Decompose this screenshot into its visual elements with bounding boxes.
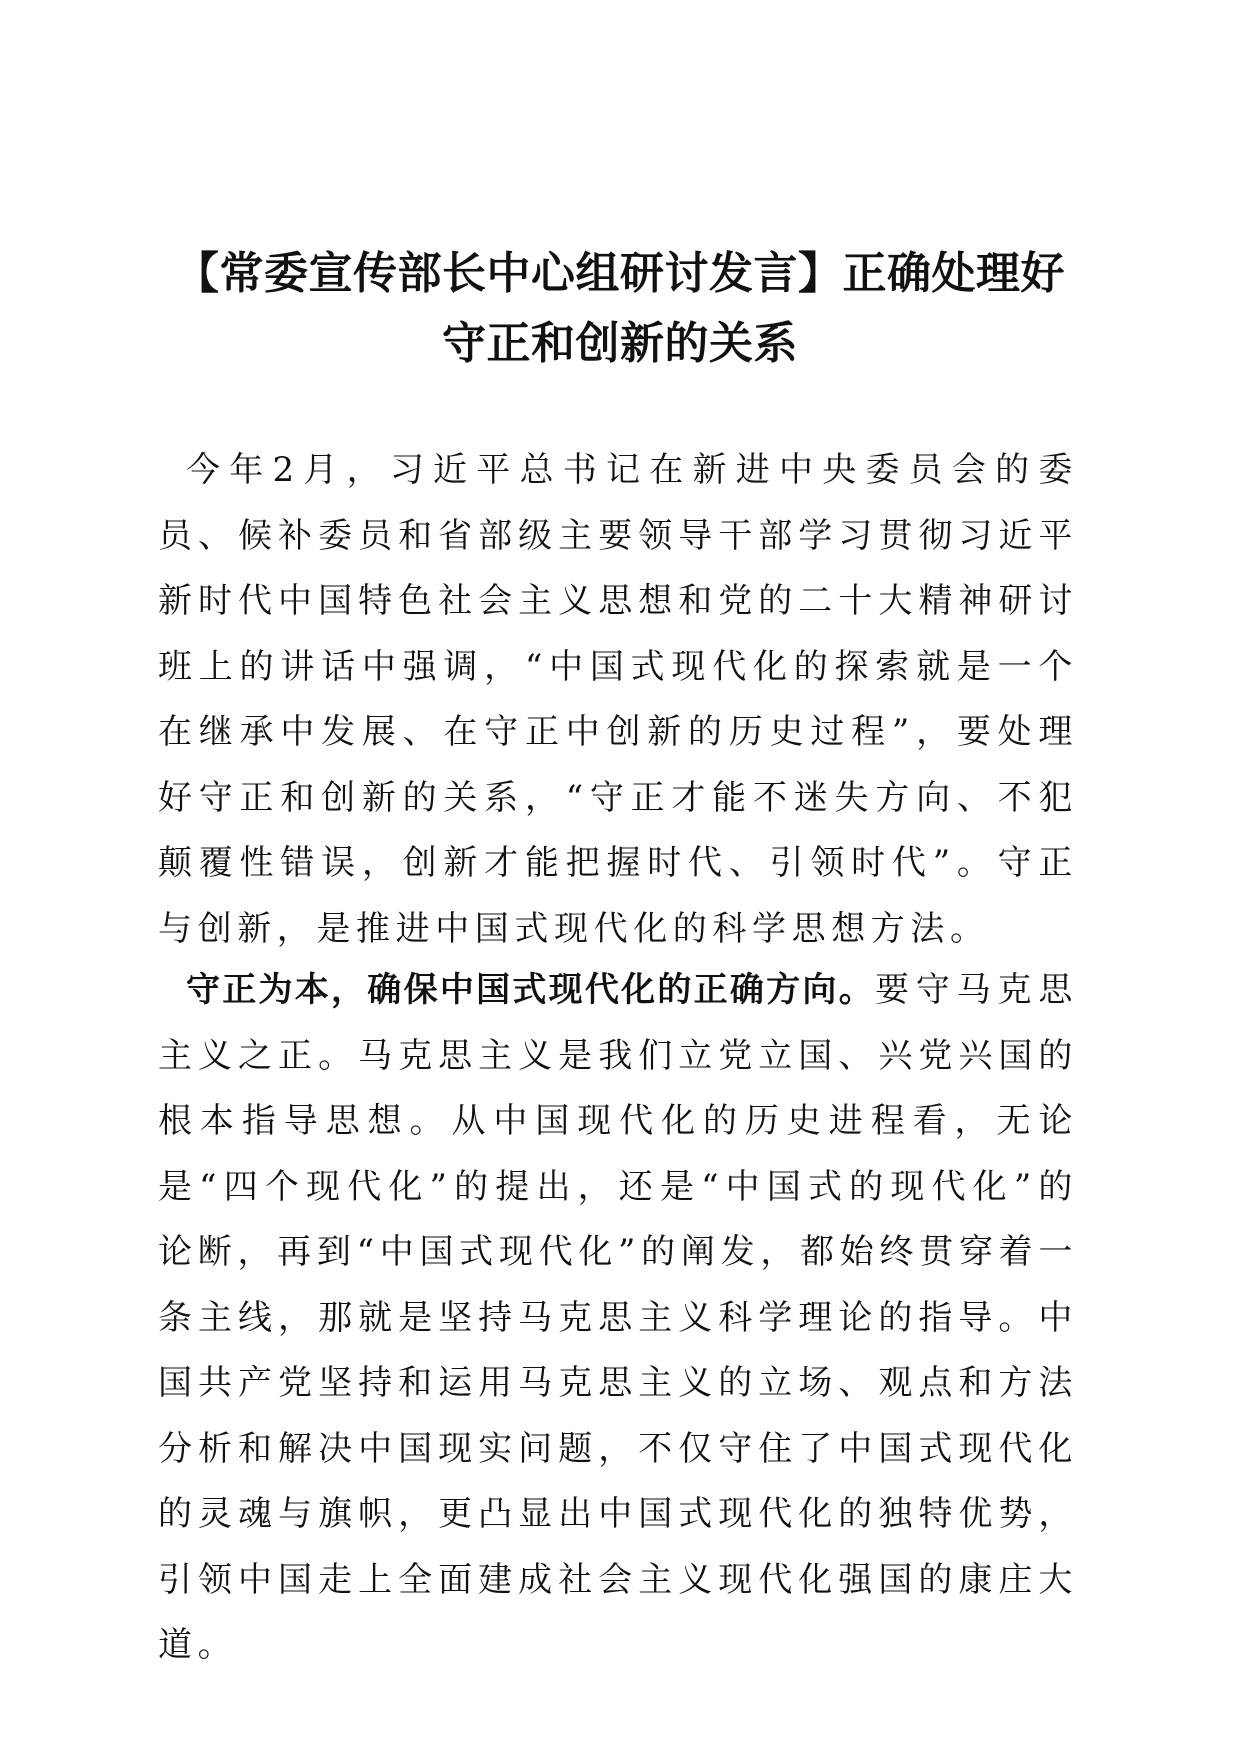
- document-title: [120, 239, 1120, 379]
- section-heading: 守正为本，确保中国式现代化的正确方向。: [186, 970, 875, 1010]
- title-line-1: 【常委宣传部长中心组研讨发言】正确处理好: [175, 248, 1065, 300]
- paragraph-intro: 今年2月，习近平总书记在新进中央委员会的委员、候补委员和省部级主要领导干部学习贯彻习近平新时代中国特色社会主义思想和党的二十大精神研讨班上的讲话中强调，“中国式现代化的探索就是一个在继承中发展、在守正中创新的历史过程”，要处理好守正和创新的关系，“守正才能不迷失方向、不犯颠覆性错误，创新才能把握时代、引领时代”。守正与创新，是推进中国式现代化的科学思想方法。: [158, 450, 1078, 949]
- section-body: 要守马克思主义之正。马克思主义是我们立党立国、兴党兴国的根本指导思想。从中国现代化的历史进程看，无论是“四个现代化”的提出，还是“中国式的现代化”的论断，再到“中国式现代化”的阐发，都始终贯穿着一条主线，那就是坚持马克思主义科学理论的指导。中国共产党坚持和运用马克思主义的立场、观点和方法分析和解决中国现实问题，不仅守住了中国式现代化的灵魂与旗帜，更凸显出中国式现代化的独特优势，引领中国走上全面建成社会主义现代化强国的康庄大道。: [158, 970, 1079, 1665]
- paragraph-section-1: [158, 958, 1078, 1679]
- title-line-2: 守正和创新的关系: [442, 318, 798, 370]
